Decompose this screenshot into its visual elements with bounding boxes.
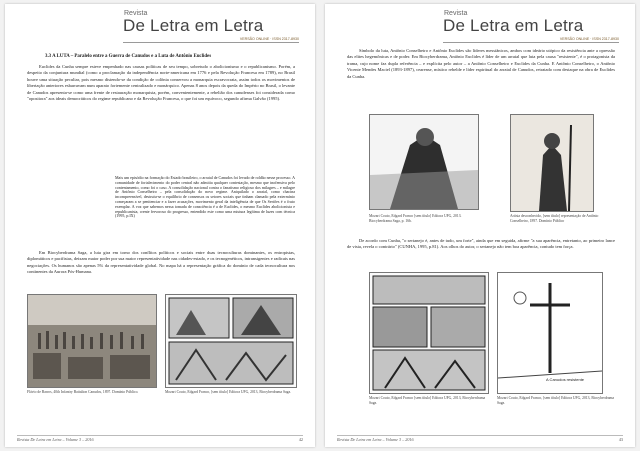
journal-version-line: VERSÃO ONLINE · ISSN 2317-8930 [559,37,619,41]
antonio-conselheiro-portrait [510,114,594,212]
journal-title: De Letra em Letra [123,16,264,35]
journal-title: De Letra em Letra [443,16,584,35]
footer-text: Revista De Letra em Letra – Volume 3 – 2016 [337,437,414,442]
journal-header [5,4,315,52]
paragraph: Euclides da Cunha sempre esteve empenhado nas causas políticas de seu tempo, sobretudo o abolicionismo e o republicanismo. Porém, a despeito da conjuntura mundial (como a proclamação da independência norte-americana em 1776 e pela Revolução Francesa em 1789), no Brasil houve uma situação peculiar, pois mesmo distendo-se da condição de colônia conservou a monarquia escravocrata, assim todos os movimentos de libertação anteriores esbarravam num aparato fortemente centralizado e monárquico. Apenas 8 anos depois da queda do Império no Brasil, o levante de Canudos apresenta-se como uma frente de restauração monarquista, porém, convenientemente, a rebelião dos canudenses foi considerada como "opositora" aos ideais democráticos do regime republicano e da Revolução Francesa, o que foi um equívoco, segundo afirma Galvão (1995). [27,64,295,102]
fig2-caption: Artista desconhecido, [sem título] representação de Antônio Conselheiro, 1897. Domínio Público [510,214,599,223]
page-footer [337,435,623,442]
paragraph: Símbolo da luta, Antônio Conselheiro e Antônio Euclides são líderes messiânicos, ambos com ideário utópico da resistência ante a opressão das elites hegemônicas e de poder. Em Biocyberdrama, Antônio Euclides é líder de um arraial que luta pela causa "resistente", é o protagonista da trama, cujo nome faz dupla referência – e explícita pelo autor – a Antônio Conselheiro e Euclides da Cunha. E Antônio Conselheiro, o Antônio Vicente Mendes Maciel (1893-1897), cearense, místico rebelde e líder espiritual do arraial de Canudos, retratado com destaque na obra de Euclides da Cunha. [347,48,615,79]
fig2-caption: Mozart Couto, Edgard Franco, [sem título] Editora UFG, 2013, Biocyberdrama Saga. [165,390,292,394]
comic-page [165,294,297,388]
paragraph: De acordo com Cunha, "o sertanejo é, antes de tudo, um forte", ainda que em seguida, afirme "a sua aparência, entretanto, ao primeiro lance de vista, revela o contrário" (CUNHA, 1995, p.81). Aos olhos do autor, o sertanejo não tem boa aparência, contudo tem força. [347,238,615,250]
journal-header [325,4,635,52]
comic-figure-2 [369,272,489,394]
paragraph: Em Biocyberdrama Saga, a luta gira em torno dos conflitos políticos e sociais entre duas tecnoculturas dominantes, os entropistas, diplomáticos e pacifistas, deixam maior poder por sua maior representatividade nas cidades-estado, e os tecnogenéticos, intransigentes e radicais nas negociações. Os humanos são apenas 5% da representatividade global. No mapa há a representação gráfica do domínio de cada tecnocultura nos continentes da Aurora Pós-Humana. [27,250,295,275]
journal-version-line: VERSÃO ONLINE · ISSN 2317-8930 [239,37,299,41]
fig4-caption: Mozart Couto, Edgard Franco, [sem título] Editora UFG, 2013, Biocyberdrama Saga. [497,396,615,405]
page-footer [17,435,303,442]
journal-pre-title: Revista [444,10,468,17]
body-text-1 [347,48,615,82]
comic-figure-1 [369,114,479,210]
fig1-caption: Mozart Couto, Edgard Franco [sem título] Editora UFG, 2013. Biocyberdrama Saga, p. 16b. [369,214,462,223]
fig3-caption: Mozart Couto, Edgard Franco [sem título] Editora UFG, 2013, Biocyberdrama Saga. [369,396,486,405]
section-title: 3.3 A LUTA – Paralelo entre a Guerra de Canudos e a Luta de Antônio Euclides [45,54,212,59]
comic-figure-cross [497,272,603,394]
block-quote: Mais um episódio na formação do Estado brasileiro, o arraial de Canudos foi levado de roldão nesse processo. A comunidade de fortalecimento do poder central não admitia qualquer contestação, mesmo que inofensiva pelo contentamento, como foi o caso. A consolidação nacional contra o fanatismo religioso dos milagres – e milagre de Antônio Conselheiro – pela consolidação do novo regime. Aniquilado o arraial, como chacina incompreensível, destruiu-se o equilíbrio de consensos os setores sociais que tinham clamado pela extermínio começaram a se penitenciar e a fazer acusações, movimento geral da inteligência de que Os Sertões é o fruto exemplar. A voz que sabemos nessa tomada de consciência é a de Euclides, o mesmo Euclides abolicionista e republicanista, crente fervoroso do progresso, entendido este como uma mistura legítima de luzes com técnica (1995, p.IX) [115,175,295,219]
page-left [5,4,315,447]
body-text-2 [347,238,615,253]
footer-text: Revista De Letra em Letra – Volume 3 – 2016 [17,437,94,442]
body-text-1 [27,64,295,105]
canudos-photo [27,294,157,388]
header-rule [123,42,299,43]
header-rule [443,42,619,43]
page-number: 42 [298,437,303,442]
page-number: 43 [618,437,623,442]
fig1-caption: Flávio de Barros, 40th Infantry Battalion Canudos, 1897. Domínio Público. [27,390,139,394]
body-text-2 [27,250,295,278]
journal-pre-title: Revista [124,10,148,17]
page-right [325,4,635,447]
fig4-sign-label: A Canudos resistente [546,377,585,382]
